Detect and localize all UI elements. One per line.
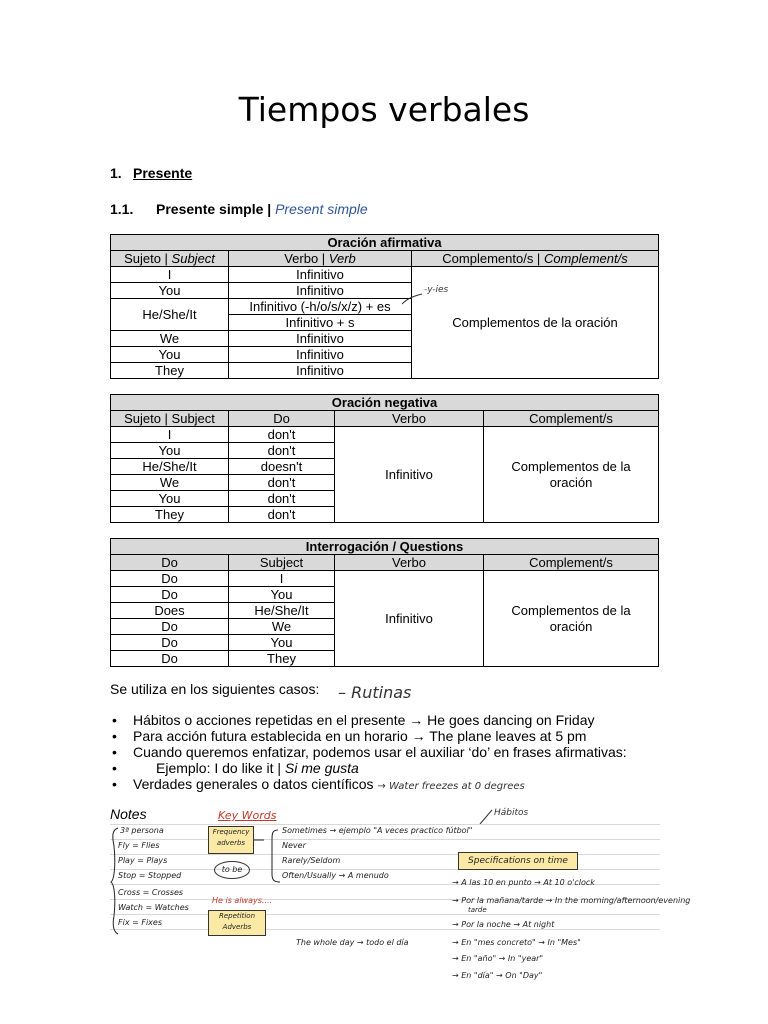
note-left: Fly = Flies [118, 841, 160, 850]
column-header: Sujeto | Subject [111, 251, 229, 267]
handwritten-water: → Water freezes at 0 degrees [377, 781, 525, 792]
example-en: Si me gusta [284, 760, 359, 776]
ruled-line [110, 839, 660, 840]
subject-cell: You [111, 491, 229, 507]
ruled-line [110, 929, 660, 930]
table-caption: Oración negativa [111, 395, 659, 411]
whole-day-note: The whole day → todo el día [296, 938, 409, 947]
table-caption: Oración afirmativa [111, 235, 659, 251]
verb-cell: Infinitivo + s [229, 315, 412, 331]
adverb-note: Never [282, 841, 306, 850]
time-expression: → En "mes concreto" → In "Mes" [452, 938, 581, 947]
subject-cell: You [229, 635, 335, 651]
specifications-box [458, 852, 578, 870]
time-expression: → Por la noche → At night [452, 920, 555, 929]
verb-cell: Infinitivo [229, 347, 412, 363]
verb-cell: Infinitivo [229, 331, 412, 347]
verb-cell: Infinitivo [335, 427, 484, 523]
do-cell: Do [111, 571, 229, 587]
do-cell: don't [229, 507, 335, 523]
subject-cell: They [111, 363, 229, 379]
column-header: Do [229, 411, 335, 427]
column-header: Verbo | Verb [229, 251, 412, 267]
note-left: Play = Plays [118, 856, 168, 865]
habitos-label: Hábitos [494, 808, 529, 818]
complement-cell: Complementos de la oración [484, 427, 659, 523]
complement-cell: Complementos de la oración [412, 267, 659, 379]
example-line [110, 760, 670, 776]
subject-cell: You [111, 347, 229, 363]
time-expression: → En "día" → On "Day" [452, 971, 543, 980]
subject-cell: We [111, 475, 229, 491]
subsection-heading [110, 201, 368, 217]
section-heading [110, 165, 192, 181]
table-row [111, 427, 659, 443]
notes-label: Notes [110, 806, 147, 822]
do-cell: don't [229, 475, 335, 491]
section-label: Presente [133, 165, 193, 181]
note-left: Watch = Watches [118, 903, 189, 912]
do-cell: don't [229, 491, 335, 507]
handwritten-arrow [478, 806, 496, 826]
subject-cell: You [111, 443, 229, 459]
list-item: • Para acción futura establecida en un horario → The plane leaves at 5 pm [110, 728, 670, 744]
adverb-note: Rarely/Seldom [282, 856, 341, 865]
column-header: Subject [229, 555, 335, 571]
table-row [111, 267, 659, 283]
column-header: Complement/s [484, 411, 659, 427]
do-cell: Do [111, 635, 229, 651]
table-negative [110, 394, 659, 523]
verb-cell: Infinitivo [229, 363, 412, 379]
subject-cell: He/She/It [229, 603, 335, 619]
time-expression: → A las 10 en punto → At 10 o'clock [452, 878, 595, 887]
note-left: 3ª persona [120, 826, 164, 835]
to-be-oval [214, 861, 250, 879]
table-questions [110, 538, 659, 667]
table-row [111, 571, 659, 587]
column-header: Do [111, 555, 229, 571]
handwritten-bracket [252, 826, 282, 886]
subject-cell: We [111, 331, 229, 347]
column-header: Verbo [335, 555, 484, 571]
example-es: Ejemplo: I do like it | [156, 760, 282, 776]
list-item [110, 776, 670, 795]
time-expression: → Por la mañana/tarde → In the morning/afternoon/evening [452, 896, 691, 905]
column-header: Complemento/s | Complement/s [412, 251, 659, 267]
subject-cell: They [229, 651, 335, 667]
handwritten-rutinas: – Rutinas [338, 683, 412, 702]
specifications-text: Specifications on time [468, 856, 568, 866]
verb-cell: Infinitivo [229, 283, 412, 299]
note-left: Stop = Stopped [118, 871, 182, 880]
list-item: • Cuando queremos enfatizar, podemos usar el auxiliar ‘do’ en frases afirmativas: [110, 744, 670, 760]
verb-cell: Infinitivo [335, 571, 484, 667]
subject-cell: I [111, 267, 229, 283]
subject-cell: He/She/It [111, 459, 229, 475]
do-cell: Does [111, 603, 229, 619]
ruled-line [110, 914, 660, 915]
key-words-label: Key Words [218, 809, 277, 822]
subject-cell: I [229, 571, 335, 587]
usage-intro: Se utiliza en los siguientes casos: [110, 681, 320, 697]
note-left: Cross = Crosses [118, 888, 184, 897]
do-cell: Do [111, 587, 229, 603]
note-left: Fix = Fixes [118, 918, 162, 927]
subject-cell: I [111, 427, 229, 443]
column-header: Verbo [335, 411, 484, 427]
time-expression: → En "año" → In "year" [452, 954, 544, 963]
to-be-text: to be [221, 865, 243, 874]
repetition-adverbs-text: Repetition Adverbs [218, 912, 256, 931]
last-item-text: Verdades generales o datos científicos [133, 776, 374, 792]
column-header: Complement/s [484, 555, 659, 571]
adverb-note: Sometimes → ejemplo "A veces practico fútbol" [282, 826, 473, 835]
subject-cell: You [229, 587, 335, 603]
section-number: 1. [110, 165, 122, 181]
subject-cell: He/She/It [111, 299, 229, 331]
table-affirmative [110, 234, 659, 379]
handwritten-y-ies: -y-ies [424, 285, 449, 295]
tarde-note: tarde [468, 906, 487, 914]
list-item: • Hábitos o acciones repetidas en el presente → He goes dancing on Friday [110, 712, 670, 728]
subsection-label-en: Present simple [275, 201, 368, 217]
do-cell: Do [111, 651, 229, 667]
usage-list [110, 712, 670, 795]
column-header: Sujeto | Subject [111, 411, 229, 427]
table-caption: Interrogación / Questions [111, 539, 659, 555]
subject-cell: They [111, 507, 229, 523]
repetition-adverbs-box [208, 910, 266, 936]
frequency-adverbs-box [208, 826, 254, 854]
page-title: Tiempos verbales [238, 90, 530, 129]
ruled-line [110, 824, 660, 825]
frequency-adverbs-text: Frequency adverbs [212, 828, 250, 847]
adverb-note: Often/Usually → A menudo [282, 871, 389, 880]
he-is-always: He is always.... [212, 896, 273, 905]
subject-cell: We [229, 619, 335, 635]
do-cell: don't [229, 427, 335, 443]
verb-cell: Infinitivo [229, 267, 412, 283]
verb-cell: Infinitivo (-h/o/s/x/z) + es [229, 299, 412, 315]
do-cell: don't [229, 443, 335, 459]
complement-cell: Complementos de la oración [484, 571, 659, 667]
do-cell: doesn't [229, 459, 335, 475]
do-cell: Do [111, 619, 229, 635]
subsection-label-es: Presente simple | [156, 201, 272, 217]
subject-cell: You [111, 283, 229, 299]
subsection-number: 1.1. [110, 201, 134, 217]
